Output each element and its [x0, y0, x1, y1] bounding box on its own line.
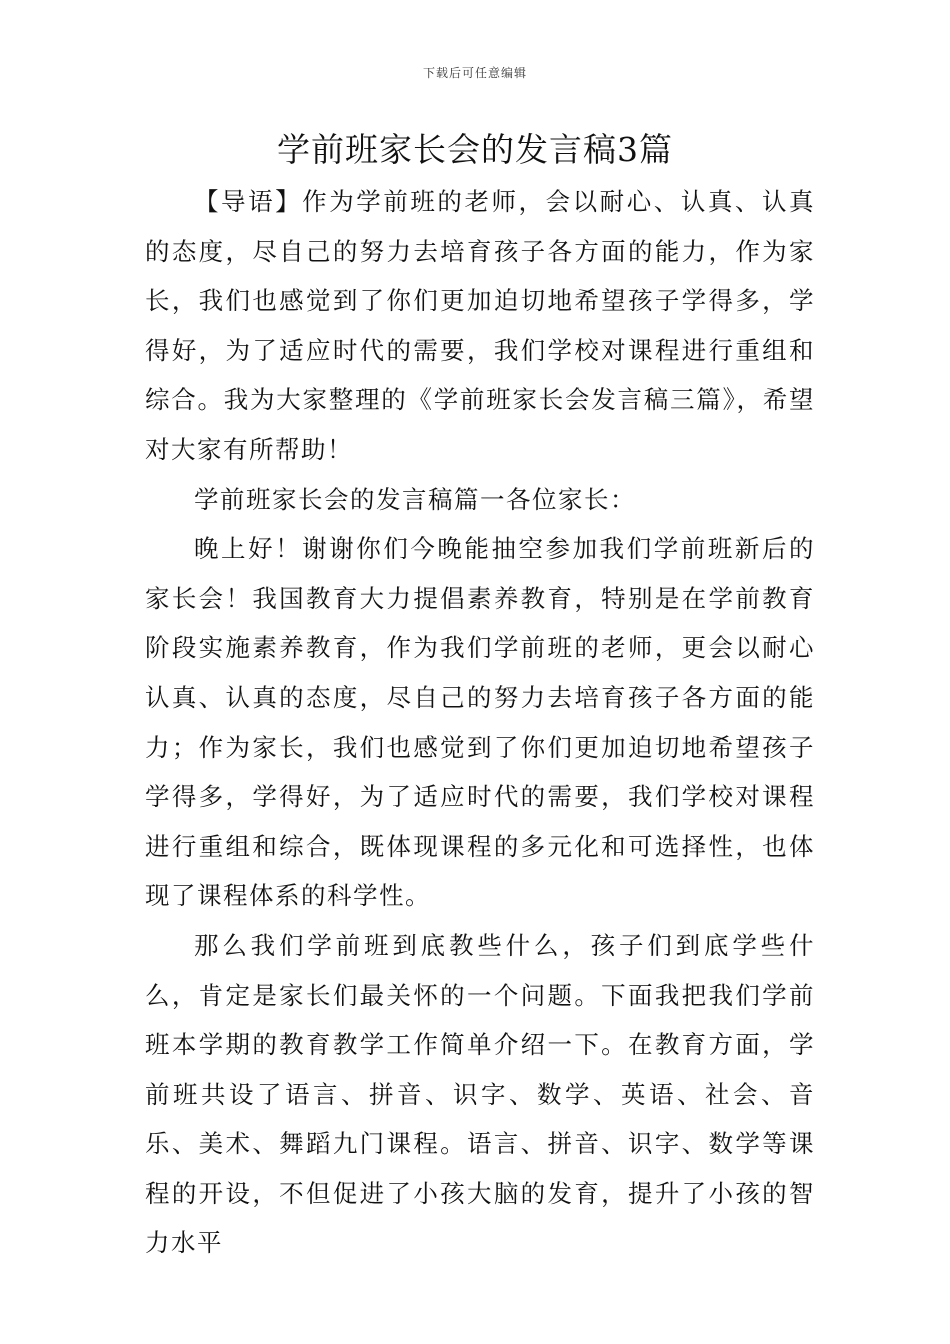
paragraph-intro: 【导语】作为学前班的老师，会以耐心、认真、认真的态度，尽自己的努力去培育孩子各方面的能力，作为家长，我们也感觉到了你们更加迫切地希望孩子学得多，学得好，为了适应时代的需要，我们学校对课程进行重组和综合。我为大家整理的《学前班家长会发言稿三篇》，希望对大家有所帮助！	[145, 187, 815, 464]
document-title: 学前班家长会的发言稿3篇	[277, 130, 673, 169]
paragraph-curriculum: 那么我们学前班到底教些什么，孩子们到底学些什么，肯定是家长们最关怀的一个问题。下面我把我们学前班本学期的教育教学工作简单介绍一下。在教育方面，学前班共设了语言、拼音、识字、数学、英语、社会、音乐、美术、舞蹈九门课程。语言、拼音、识字、数学等课程的开设，不但促进了小孩大脑的发育，提升了小孩的智力水平	[145, 930, 815, 1258]
paragraph-section-heading: 学前班家长会的发言稿篇一各位家长：	[194, 484, 636, 514]
paragraph-greeting: 晚上好！谢谢你们今晚能抽空参加我们学前班新后的家长会！我国教育大力提倡素养教育，特别是在学前教育阶段实施素养教育，作为我们学前班的老师，更会以耐心认真、认真的态度，尽自己的努力去培育孩子各方面的能力；作为家长，我们也感觉到了你们更加迫切地希望孩子学得多，学得好，为了适应时代的需要，我们学校对课程进行重组和综合，既体现课程的多元化和可选择性，也体现了课程体系的科学性。	[145, 534, 815, 911]
document-body	[145, 177, 815, 1268]
header-note: 下载后可任意编辑	[422, 66, 527, 80]
